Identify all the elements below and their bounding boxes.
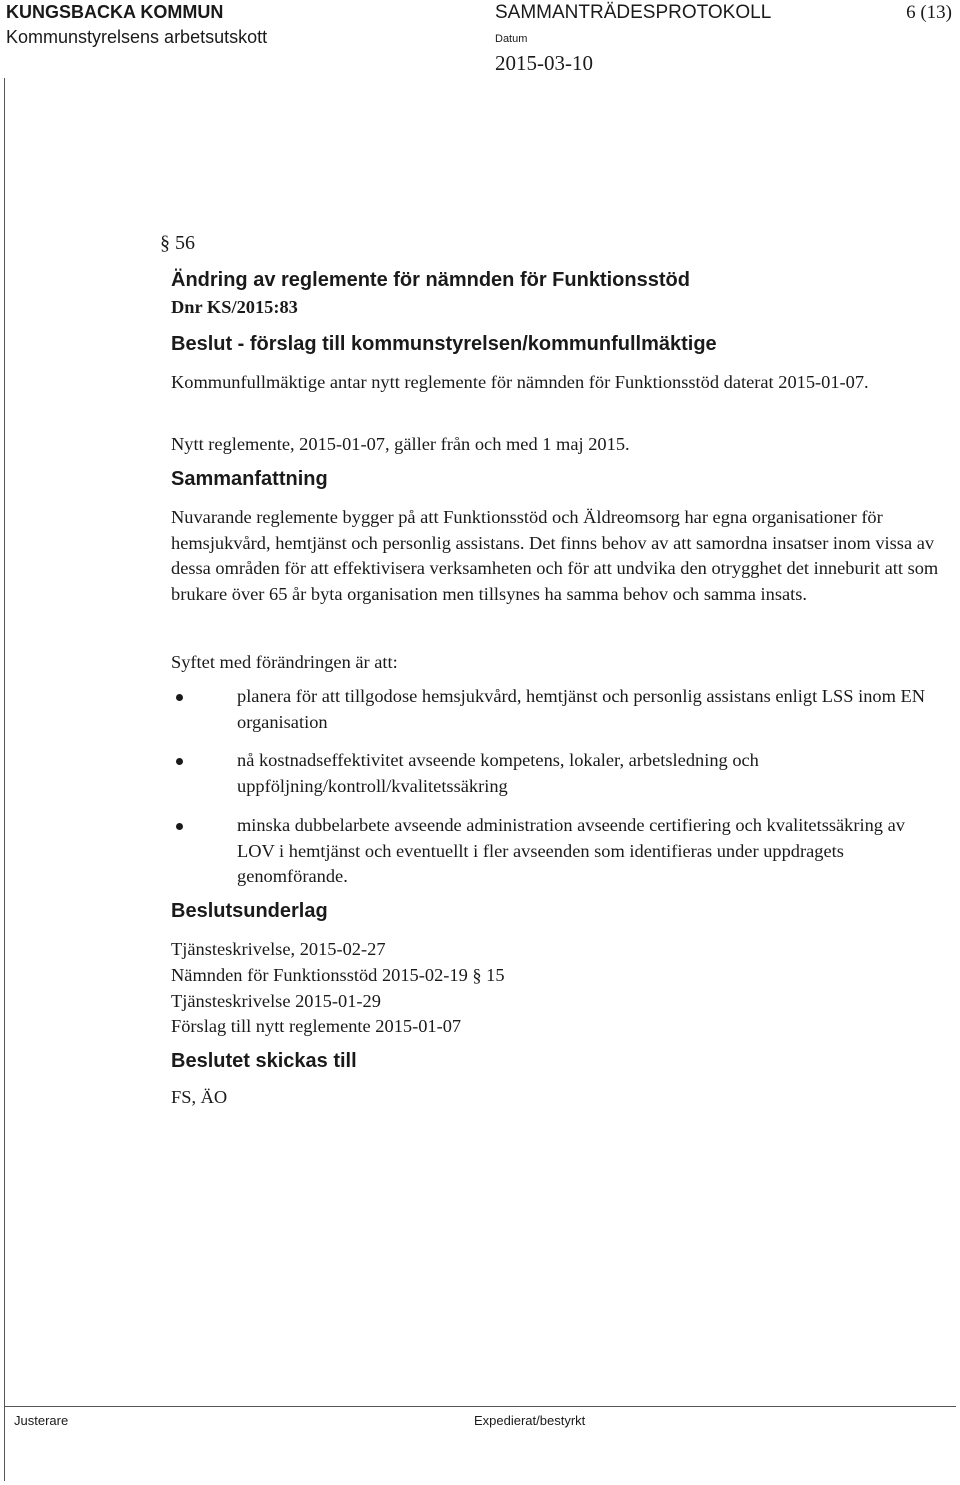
- purpose-bullet: planera för att tillgodose hemsjukvård, hemtjänst och personlig assistans enligt LSS inom EN organisation: [237, 686, 926, 732]
- summary-heading: Sammanfattning: [171, 468, 328, 490]
- summary-text: Nuvarande reglemente bygger på att Funktionsstöd och Äldreomsorg har egna organisationer för hemsjukvård, hemtjänst och personlig assistans. Det finns behov av att samordna insatser inom vissa av dessa områden för att effektivisera verksamheten och för att undvika den otrygghet det inneburit att som brukare över 65 år byta organisation men tillsynes ha samma behov och samma insats.: [171, 507, 939, 604]
- sent-to-heading: Beslutet skickas till: [171, 1050, 357, 1072]
- expedited-label: Expedierat/bestyrkt: [474, 1413, 586, 1428]
- item-title: Ändring av reglemente för nämnden för Funktionsstöd: [171, 269, 690, 291]
- basis-item: Nämnden för Funktionsstöd 2015-02-19 § 15: [171, 965, 505, 985]
- meeting-date: 2015-03-10: [495, 51, 593, 75]
- page-number: 6 (13): [906, 2, 952, 23]
- signer-label: Justerare: [14, 1413, 69, 1428]
- decision-validity-text: Nytt reglemente, 2015-01-07, gäller från och med 1 maj 2015.: [171, 434, 630, 454]
- left-margin-rule: [4, 78, 5, 1481]
- basis-item: Tjänsteskrivelse, 2015-02-27: [171, 939, 386, 959]
- purpose-bullet: minska dubbelarbete avseende administration avseende certifiering och kvalitetssäkring av LOV i hemtjänst och eventuellt i fler avseenden som identifieras under uppdragets genomförande.: [237, 815, 905, 886]
- basis-heading: Beslutsunderlag: [171, 900, 328, 922]
- decision-heading: Beslut - förslag till kommunstyrelsen/kommunfullmäktige: [171, 333, 717, 355]
- date-label: Datum: [495, 33, 528, 45]
- sent-to-recipients: FS, ÄO: [171, 1087, 228, 1107]
- purpose-bullet: nå kostnadseffektivitet avseende kompetens, lokaler, arbetsledning och uppföljning/kontroll/kvalitetssäkring: [237, 750, 759, 796]
- case-number: Dnr KS/2015:83: [171, 297, 298, 317]
- footer-rule: [4, 1406, 956, 1407]
- document-type: SAMMANTRÄDESPROTOKOLL: [495, 2, 772, 23]
- paragraph-number: § 56: [160, 232, 195, 254]
- basis-item: Förslag till nytt reglemente 2015-01-07: [171, 1016, 462, 1036]
- basis-item: Tjänsteskrivelse 2015-01-29: [171, 991, 381, 1011]
- purpose-intro: Syftet med förändringen är att:: [171, 652, 398, 672]
- bullet-icon: [176, 823, 183, 830]
- decision-text: Kommunfullmäktige antar nytt reglemente för nämnden för Funktionsstöd daterat 2015-01-07.: [171, 372, 869, 392]
- bullet-icon: [176, 694, 183, 701]
- bullet-icon: [176, 758, 183, 765]
- organization-name: KUNGSBACKA KOMMUN: [6, 2, 224, 22]
- committee-name: Kommunstyrelsens arbetsutskott: [6, 27, 268, 47]
